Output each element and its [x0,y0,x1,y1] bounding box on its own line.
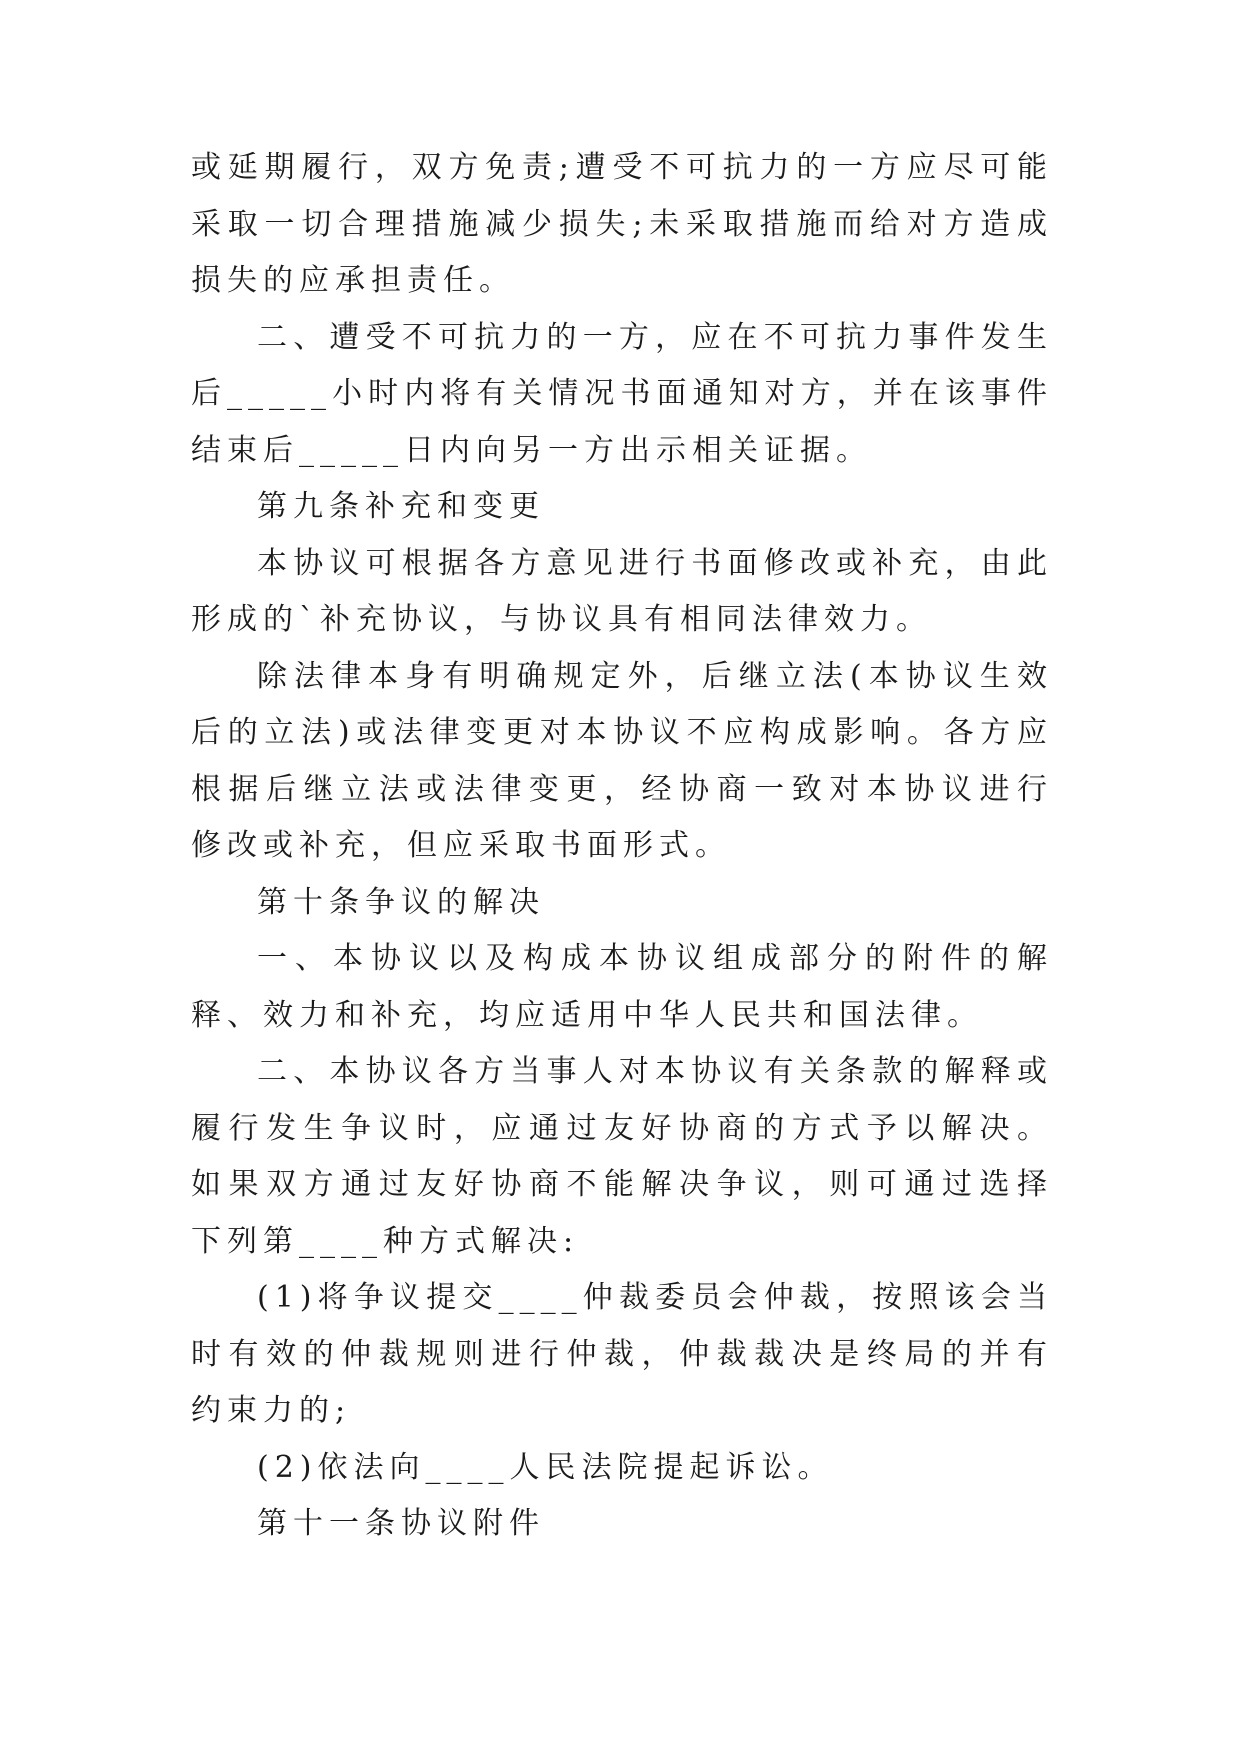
paragraph-legislation-change: 除法律本身有明确规定外，后继立法(本协议生效后的立法)或法律变更对本协议不应构成影响。各方应根据后继立法或法律变更，经协商一致对本协议进行修改或补充，但应采取书面形式。 [191,658,1053,863]
paragraph-supplement: 本协议可根据各方意见进行书面修改或补充，由此形成的`补充协议，与协议具有相同法律效力。 [191,545,1053,637]
heading-article-11: 第十一条协议附件 [257,1506,545,1541]
heading-article-10: 第十条争议的解决 [257,884,545,920]
paragraph-governing-law: 一、本协议以及构成本协议组成部分的附件的解释、效力和补充，均应适用中华人民共和国法律。 [191,941,1053,1033]
paragraph-force-majeure-notice: 二、遭受不可抗力的一方，应在不可抗力事件发生后_____小时内将有关情况书面通知对方，并在该事件结束后_____日内向另一方出示相关证据。 [191,319,1053,468]
document-page [191,140,1053,1553]
paragraph-force-majeure-continued: 或延期履行，双方免责;遭受不可抗力的一方应尽可能采取一切合理措施减少损失;未采取措施而给对方造成损失的应承担责任。 [191,150,1053,298]
paragraph-litigation-option: (2)依法向____人民法院提起诉讼。 [257,1449,834,1485]
paragraph-dispute-resolution: 二、本协议各方当事人对本协议有关条款的解释或履行发生争议时，应通过友好协商的方式予以解决。如果双方通过友好协商不能解决争议，则可通过选择下列第____种方式解决: [191,1054,1053,1259]
paragraph-arbitration-option: (1)将争议提交____仲裁委员会仲裁，按照该会当时有效的仲裁规则进行仲裁，仲裁裁决是终局的并有约束力的; [191,1280,1053,1428]
heading-article-9: 第九条补充和变更 [257,489,545,524]
